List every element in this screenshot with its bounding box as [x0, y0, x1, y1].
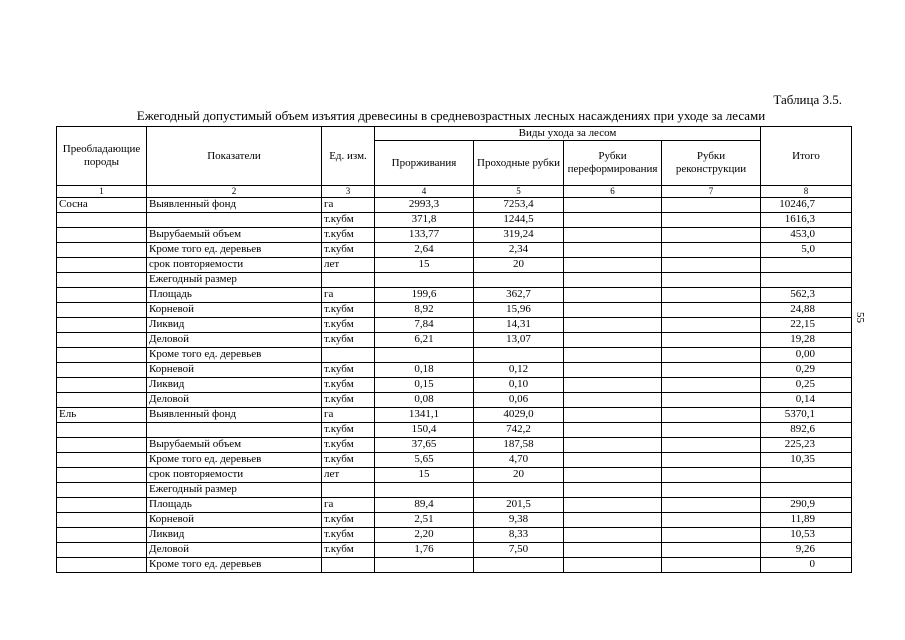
passing-cut-cell: 20: [474, 468, 564, 483]
unit-cell: [322, 558, 375, 573]
table-row: [57, 243, 852, 258]
table-number: Таблица 3.5.: [773, 92, 842, 107]
total-cell: 19,28: [761, 333, 852, 348]
reconstruction-cut-cell: [662, 543, 761, 558]
indicator-cell: Выявленный фонд: [147, 198, 322, 213]
page-number: 55: [854, 312, 866, 323]
table-title: Ежегодный допустимый объем изъятия древесины в средневозрастных лесных насаждениях при уходе за лесами: [136, 108, 766, 123]
unit-cell: т.кубм: [322, 228, 375, 243]
header-unit: Ед. изм.: [322, 127, 375, 186]
header-col7: Рубки реконструкции: [662, 141, 761, 186]
unit-cell: т.кубм: [322, 453, 375, 468]
thinning-cell: 15: [375, 258, 474, 273]
reconstruction-cut-cell: [662, 393, 761, 408]
indicator-cell: Ликвид: [147, 378, 322, 393]
species-cell: [57, 423, 147, 438]
reforming-cut-cell: [564, 213, 662, 228]
reconstruction-cut-cell: [662, 528, 761, 543]
species-cell: [57, 498, 147, 513]
reforming-cut-cell: [564, 348, 662, 363]
passing-cut-cell: 2,34: [474, 243, 564, 258]
indicator-cell: Вырубаемый объем: [147, 438, 322, 453]
total-cell: 0,29: [761, 363, 852, 378]
table-row: [57, 303, 852, 318]
indicator-cell: срок повторяемости: [147, 468, 322, 483]
species-cell: [57, 528, 147, 543]
reforming-cut-cell: [564, 393, 662, 408]
thinning-cell: 89,4: [375, 498, 474, 513]
species-cell: [57, 288, 147, 303]
species-cell: [57, 453, 147, 468]
table-row: [57, 348, 852, 363]
indicator-cell: Ежегодный размер: [147, 483, 322, 498]
unit-cell: т.кубм: [322, 363, 375, 378]
col-number: 2: [147, 186, 322, 198]
species-cell: [57, 243, 147, 258]
table-row: [57, 513, 852, 528]
indicator-cell: Кроме того ед. деревьев: [147, 243, 322, 258]
species-cell: [57, 438, 147, 453]
col-number: 4: [375, 186, 474, 198]
species-cell: [57, 363, 147, 378]
thinning-cell: [375, 273, 474, 288]
table-row: [57, 468, 852, 483]
reconstruction-cut-cell: [662, 378, 761, 393]
header-species: Преобладающие породы: [57, 127, 147, 186]
header-col6: Рубки переформирования: [564, 141, 662, 186]
total-cell: 10,35: [761, 453, 852, 468]
total-cell: 225,23: [761, 438, 852, 453]
thinning-cell: 2,20: [375, 528, 474, 543]
indicator-cell: Кроме того ед. деревьев: [147, 348, 322, 363]
table-row: [57, 258, 852, 273]
passing-cut-cell: [474, 348, 564, 363]
passing-cut-cell: 4029,0: [474, 408, 564, 423]
unit-cell: т.кубм: [322, 333, 375, 348]
thinning-cell: 7,84: [375, 318, 474, 333]
reconstruction-cut-cell: [662, 213, 761, 228]
table-row: [57, 333, 852, 348]
indicator-cell: Корневой: [147, 363, 322, 378]
unit-cell: т.кубм: [322, 513, 375, 528]
indicator-cell: Деловой: [147, 333, 322, 348]
reforming-cut-cell: [564, 528, 662, 543]
reforming-cut-cell: [564, 468, 662, 483]
reconstruction-cut-cell: [662, 558, 761, 573]
total-cell: 24,88: [761, 303, 852, 318]
thinning-cell: [375, 348, 474, 363]
passing-cut-cell: [474, 483, 564, 498]
total-cell: 892,6: [761, 423, 852, 438]
header-col4: Прорживания: [375, 141, 474, 186]
total-cell: 0,25: [761, 378, 852, 393]
species-cell: [57, 468, 147, 483]
unit-cell: т.кубм: [322, 423, 375, 438]
total-cell: 290,9: [761, 498, 852, 513]
col-number: 7: [662, 186, 761, 198]
total-cell: [761, 483, 852, 498]
reforming-cut-cell: [564, 243, 662, 258]
table-row: [57, 453, 852, 468]
unit-cell: лет: [322, 468, 375, 483]
table-body: [57, 198, 852, 573]
species-cell: [57, 348, 147, 363]
table-row: [57, 318, 852, 333]
unit-cell: [322, 273, 375, 288]
passing-cut-cell: 187,58: [474, 438, 564, 453]
col-number: 3: [322, 186, 375, 198]
col-number: 1: [57, 186, 147, 198]
indicator-cell: [147, 423, 322, 438]
total-cell: [761, 258, 852, 273]
reforming-cut-cell: [564, 318, 662, 333]
indicator-cell: Кроме того ед. деревьев: [147, 558, 322, 573]
passing-cut-cell: 0,06: [474, 393, 564, 408]
passing-cut-cell: 20: [474, 258, 564, 273]
unit-cell: [322, 483, 375, 498]
thinning-cell: 199,6: [375, 288, 474, 303]
thinning-cell: 6,21: [375, 333, 474, 348]
table-row: [57, 543, 852, 558]
reforming-cut-cell: [564, 198, 662, 213]
species-cell: [57, 513, 147, 528]
unit-cell: [322, 348, 375, 363]
column-number-row: [57, 186, 852, 198]
thinning-cell: 0,18: [375, 363, 474, 378]
passing-cut-cell: 13,07: [474, 333, 564, 348]
table-row: [57, 393, 852, 408]
reconstruction-cut-cell: [662, 318, 761, 333]
passing-cut-cell: 7253,4: [474, 198, 564, 213]
passing-cut-cell: 15,96: [474, 303, 564, 318]
unit-cell: т.кубм: [322, 438, 375, 453]
reforming-cut-cell: [564, 258, 662, 273]
col-number: 8: [761, 186, 852, 198]
total-cell: [761, 468, 852, 483]
indicator-cell: Ликвид: [147, 528, 322, 543]
passing-cut-cell: 1244,5: [474, 213, 564, 228]
total-cell: 9,26: [761, 543, 852, 558]
passing-cut-cell: 14,31: [474, 318, 564, 333]
thinning-cell: 37,65: [375, 438, 474, 453]
reforming-cut-cell: [564, 558, 662, 573]
reconstruction-cut-cell: [662, 363, 761, 378]
table-row: [57, 483, 852, 498]
table-row: [57, 423, 852, 438]
total-cell: 11,89: [761, 513, 852, 528]
passing-cut-cell: 8,33: [474, 528, 564, 543]
indicator-cell: Выявленный фонд: [147, 408, 322, 423]
unit-cell: га: [322, 198, 375, 213]
unit-cell: т.кубм: [322, 528, 375, 543]
indicator-cell: Ликвид: [147, 318, 322, 333]
reconstruction-cut-cell: [662, 423, 761, 438]
reconstruction-cut-cell: [662, 198, 761, 213]
table-row: [57, 198, 852, 213]
indicator-cell: Кроме того ед. деревьев: [147, 453, 322, 468]
table-row: [57, 498, 852, 513]
species-cell: Сосна: [57, 198, 147, 213]
thinning-cell: 150,4: [375, 423, 474, 438]
table-row: [57, 558, 852, 573]
header-col5: Проходные рубки: [474, 141, 564, 186]
thinning-cell: 1341,1: [375, 408, 474, 423]
total-cell: 5,0: [761, 243, 852, 258]
passing-cut-cell: 7,50: [474, 543, 564, 558]
reconstruction-cut-cell: [662, 348, 761, 363]
header-indicators: Показатели: [147, 127, 322, 186]
passing-cut-cell: [474, 273, 564, 288]
reforming-cut-cell: [564, 408, 662, 423]
thinning-cell: 2993,3: [375, 198, 474, 213]
reconstruction-cut-cell: [662, 288, 761, 303]
reforming-cut-cell: [564, 543, 662, 558]
passing-cut-cell: 201,5: [474, 498, 564, 513]
unit-cell: лет: [322, 258, 375, 273]
species-cell: Ель: [57, 408, 147, 423]
unit-cell: га: [322, 288, 375, 303]
species-cell: [57, 303, 147, 318]
thinning-cell: 0,15: [375, 378, 474, 393]
col-number: 6: [564, 186, 662, 198]
species-cell: [57, 378, 147, 393]
reconstruction-cut-cell: [662, 483, 761, 498]
indicator-cell: Площадь: [147, 498, 322, 513]
reconstruction-cut-cell: [662, 438, 761, 453]
header-row: [57, 127, 852, 141]
total-cell: [761, 273, 852, 288]
header-group: Виды ухода за лесом: [375, 127, 761, 141]
reconstruction-cut-cell: [662, 258, 761, 273]
total-cell: 1616,3: [761, 213, 852, 228]
species-cell: [57, 483, 147, 498]
reforming-cut-cell: [564, 333, 662, 348]
reforming-cut-cell: [564, 378, 662, 393]
thinning-cell: 2,64: [375, 243, 474, 258]
reconstruction-cut-cell: [662, 408, 761, 423]
reforming-cut-cell: [564, 423, 662, 438]
thinning-cell: 5,65: [375, 453, 474, 468]
species-cell: [57, 228, 147, 243]
data-table: [56, 126, 852, 573]
reforming-cut-cell: [564, 303, 662, 318]
unit-cell: га: [322, 408, 375, 423]
total-cell: 5370,1: [761, 408, 852, 423]
total-cell: 22,15: [761, 318, 852, 333]
table-row: [57, 378, 852, 393]
reforming-cut-cell: [564, 363, 662, 378]
total-cell: 10,53: [761, 528, 852, 543]
passing-cut-cell: [474, 558, 564, 573]
reforming-cut-cell: [564, 288, 662, 303]
reforming-cut-cell: [564, 513, 662, 528]
thinning-cell: [375, 483, 474, 498]
reforming-cut-cell: [564, 483, 662, 498]
table-row: [57, 363, 852, 378]
total-cell: 10246,7: [761, 198, 852, 213]
passing-cut-cell: 362,7: [474, 288, 564, 303]
indicator-cell: срок повторяемости: [147, 258, 322, 273]
reforming-cut-cell: [564, 438, 662, 453]
table-row: [57, 528, 852, 543]
reconstruction-cut-cell: [662, 243, 761, 258]
header-total: Итого: [761, 127, 852, 186]
col-number: 5: [474, 186, 564, 198]
table-row: [57, 408, 852, 423]
table-row: [57, 273, 852, 288]
reforming-cut-cell: [564, 453, 662, 468]
indicator-cell: Площадь: [147, 288, 322, 303]
table-row: [57, 213, 852, 228]
species-cell: [57, 258, 147, 273]
unit-cell: т.кубм: [322, 543, 375, 558]
passing-cut-cell: 4,70: [474, 453, 564, 468]
passing-cut-cell: 319,24: [474, 228, 564, 243]
total-cell: 0,00: [761, 348, 852, 363]
total-cell: 0: [761, 558, 852, 573]
unit-cell: т.кубм: [322, 243, 375, 258]
reconstruction-cut-cell: [662, 453, 761, 468]
reconstruction-cut-cell: [662, 498, 761, 513]
reforming-cut-cell: [564, 228, 662, 243]
indicator-cell: Вырубаемый объем: [147, 228, 322, 243]
table-row: [57, 288, 852, 303]
thinning-cell: 133,77: [375, 228, 474, 243]
thinning-cell: 371,8: [375, 213, 474, 228]
species-cell: [57, 333, 147, 348]
species-cell: [57, 273, 147, 288]
indicator-cell: Корневой: [147, 513, 322, 528]
thinning-cell: 8,92: [375, 303, 474, 318]
reconstruction-cut-cell: [662, 468, 761, 483]
reconstruction-cut-cell: [662, 333, 761, 348]
thinning-cell: 2,51: [375, 513, 474, 528]
species-cell: [57, 543, 147, 558]
species-cell: [57, 213, 147, 228]
reconstruction-cut-cell: [662, 303, 761, 318]
indicator-cell: Деловой: [147, 543, 322, 558]
thinning-cell: [375, 558, 474, 573]
unit-cell: га: [322, 498, 375, 513]
total-cell: 562,3: [761, 288, 852, 303]
thinning-cell: 15: [375, 468, 474, 483]
unit-cell: т.кубм: [322, 303, 375, 318]
indicator-cell: Ежегодный размер: [147, 273, 322, 288]
reconstruction-cut-cell: [662, 273, 761, 288]
species-cell: [57, 393, 147, 408]
indicator-cell: [147, 213, 322, 228]
reforming-cut-cell: [564, 498, 662, 513]
passing-cut-cell: 0,12: [474, 363, 564, 378]
unit-cell: т.кубм: [322, 378, 375, 393]
species-cell: [57, 318, 147, 333]
table-row: [57, 438, 852, 453]
species-cell: [57, 558, 147, 573]
reconstruction-cut-cell: [662, 513, 761, 528]
indicator-cell: Деловой: [147, 393, 322, 408]
thinning-cell: 0,08: [375, 393, 474, 408]
reforming-cut-cell: [564, 273, 662, 288]
passing-cut-cell: 0,10: [474, 378, 564, 393]
passing-cut-cell: 9,38: [474, 513, 564, 528]
unit-cell: т.кубм: [322, 318, 375, 333]
total-cell: 453,0: [761, 228, 852, 243]
table-row: [57, 228, 852, 243]
thinning-cell: 1,76: [375, 543, 474, 558]
unit-cell: т.кубм: [322, 213, 375, 228]
passing-cut-cell: 742,2: [474, 423, 564, 438]
reconstruction-cut-cell: [662, 228, 761, 243]
total-cell: 0,14: [761, 393, 852, 408]
indicator-cell: Корневой: [147, 303, 322, 318]
unit-cell: т.кубм: [322, 393, 375, 408]
